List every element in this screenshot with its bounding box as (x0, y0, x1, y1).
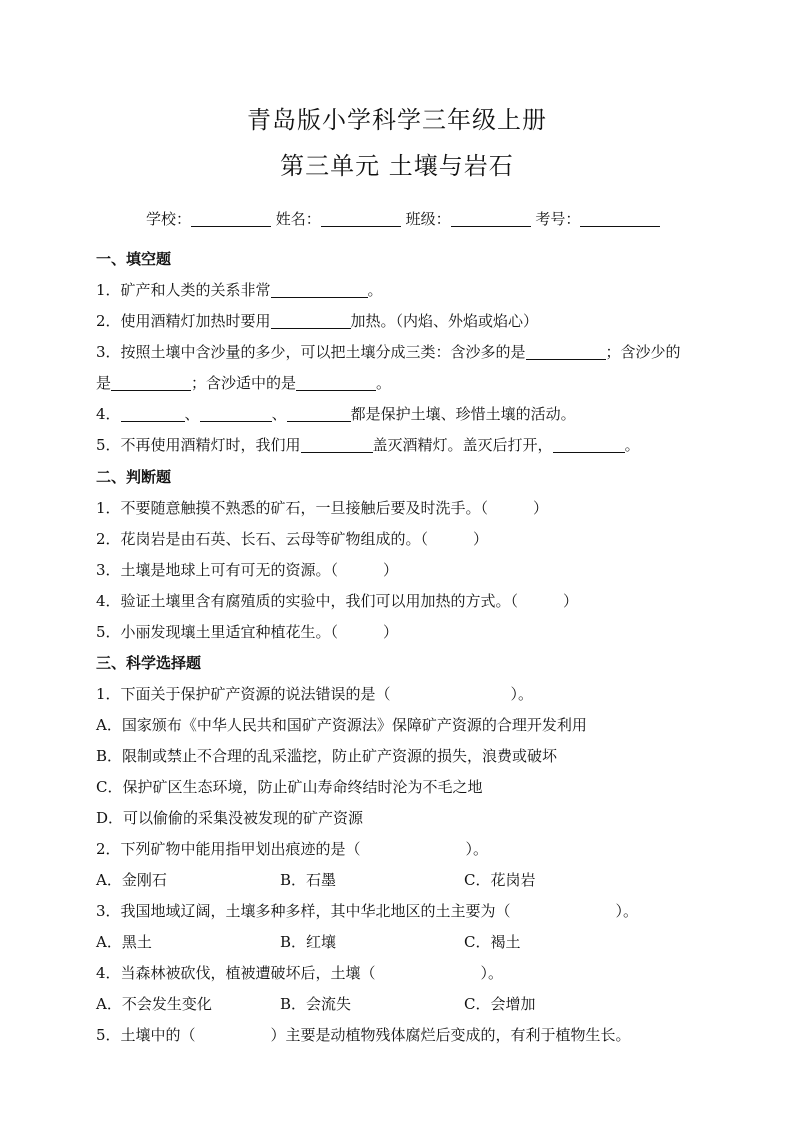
question-text: 5．不再使用酒精灯时，我们用 (96, 436, 301, 454)
choice-option-a: A．不会发生变化 (96, 995, 212, 1013)
fill-question-5 (96, 434, 640, 455)
judge-question-3: 3．土壤是地球上可有可无的资源。（ ） (96, 561, 399, 579)
answer-blank[interactable] (121, 405, 185, 422)
question-text: ；含沙少的 (605, 343, 681, 361)
choice-option-a: A．金刚石 (96, 871, 167, 889)
choice-question-2: 2．下列矿物中能用指甲划出痕迹的是（ ）。 (96, 840, 489, 858)
question-text: 。 (367, 281, 383, 299)
unit-subtitle: 第三单元 土壤与岩石 (280, 152, 514, 180)
exam-no-label: 考号： (535, 210, 581, 228)
class-field[interactable] (451, 210, 531, 227)
exam-no-field[interactable] (580, 210, 660, 227)
question-text: 加热。（内焰、外焰或焰心） (350, 312, 539, 330)
choice-option-c: C．会增加 (464, 995, 536, 1013)
section-title-true-false: 二、判断题 (96, 468, 172, 486)
choice-question-5: 5．土壤中的（ ）主要是动植物残体腐烂后变成的，有利于植物生长。 (96, 1026, 631, 1044)
question-text: 1．矿产和人类的关系非常 (96, 281, 271, 299)
question-text: 、 (184, 405, 200, 423)
answer-blank[interactable] (271, 281, 368, 298)
judge-question-5: 5．小丽发现壤土里适宜种植花生。（ ） (96, 623, 399, 641)
choice-option-a: A．黑土 (96, 933, 152, 951)
fill-question-2 (96, 310, 538, 331)
section-title-multiple-choice: 三、科学选择题 (96, 654, 202, 672)
question-text: 盖灭酒精灯。盖灭后打开， (372, 436, 553, 454)
question-text: 是 (96, 374, 112, 392)
choice-option-b: B．会流失 (280, 995, 352, 1013)
fill-question-3 (96, 341, 681, 362)
question-text: 都是保护土壤、珍惜土壤的活动。 (350, 405, 576, 423)
judge-question-2: 2．花岗岩是由石英、长石、云母等矿物组成的。（ ） (96, 530, 489, 548)
choice-option-b: B．石墨 (280, 871, 337, 889)
question-text: 。 (376, 374, 392, 392)
judge-question-1: 1．不要随意触摸不熟悉的矿石，一旦接触后要及时洗手。（ ） (96, 499, 549, 517)
choice-option-d: D．可以偷偷的采集没被发现的矿产资源 (96, 809, 364, 827)
question-text: 4． (96, 405, 121, 423)
question-text: ；含沙适中的是 (191, 374, 297, 392)
school-label: 学校： (146, 210, 192, 228)
choice-option-b: B．限制或禁止不合理的乱采滥挖，防止矿产资源的损失，浪费或破坏 (96, 747, 558, 765)
answer-blank[interactable] (287, 405, 351, 422)
school-field[interactable] (191, 210, 271, 227)
choice-option-c: C．褐土 (464, 933, 521, 951)
answer-blank[interactable] (301, 436, 373, 453)
class-label: 班级： (405, 210, 451, 228)
answer-blank[interactable] (200, 405, 272, 422)
judge-question-4: 4．验证土壤里含有腐殖质的实验中，我们可以用加热的方式。（ ） (96, 592, 579, 610)
question-text: 3．按照土壤中含沙量的多少，可以把土壤分成三类：含沙多的是 (96, 343, 526, 361)
question-text: 、 (271, 405, 287, 423)
choice-question-3: 3．我国地域辽阔，土壤多种多样，其中华北地区的土主要为（ ）。 (96, 902, 639, 920)
answer-blank[interactable] (111, 374, 191, 391)
choice-option-c: C．保护矿区生态环境，防止矿山寿命终结时沦为不毛之地 (96, 778, 483, 796)
answer-blank[interactable] (553, 436, 625, 453)
student-info-row (146, 208, 660, 229)
choice-option-b: B．红壤 (280, 933, 337, 951)
choice-question-1: 1．下面关于保护矿产资源的说法错误的是（ ）。 (96, 685, 534, 703)
name-field[interactable] (321, 210, 401, 227)
answer-blank[interactable] (296, 374, 376, 391)
choice-option-a: A．国家颁布《中华人民共和国矿产资源法》保障矿产资源的合理开发利用 (96, 716, 587, 734)
choice-option-c: C．花岗岩 (464, 871, 536, 889)
choice-question-4: 4．当森林被砍伐，植被遭破坏后，土壤（ ）。 (96, 964, 504, 982)
name-label: 姓名： (275, 210, 321, 228)
page-title: 青岛版小学科学三年级上册 (247, 106, 547, 134)
question-text: 。 (624, 436, 640, 454)
section-title-fill-blank: 一、填空题 (96, 250, 172, 268)
fill-question-1 (96, 279, 383, 300)
fill-question-4 (96, 403, 576, 424)
fill-question-3-cont (96, 372, 391, 393)
answer-blank[interactable] (271, 312, 351, 329)
question-text: 2．使用酒精灯加热时要用 (96, 312, 271, 330)
answer-blank[interactable] (526, 343, 606, 360)
